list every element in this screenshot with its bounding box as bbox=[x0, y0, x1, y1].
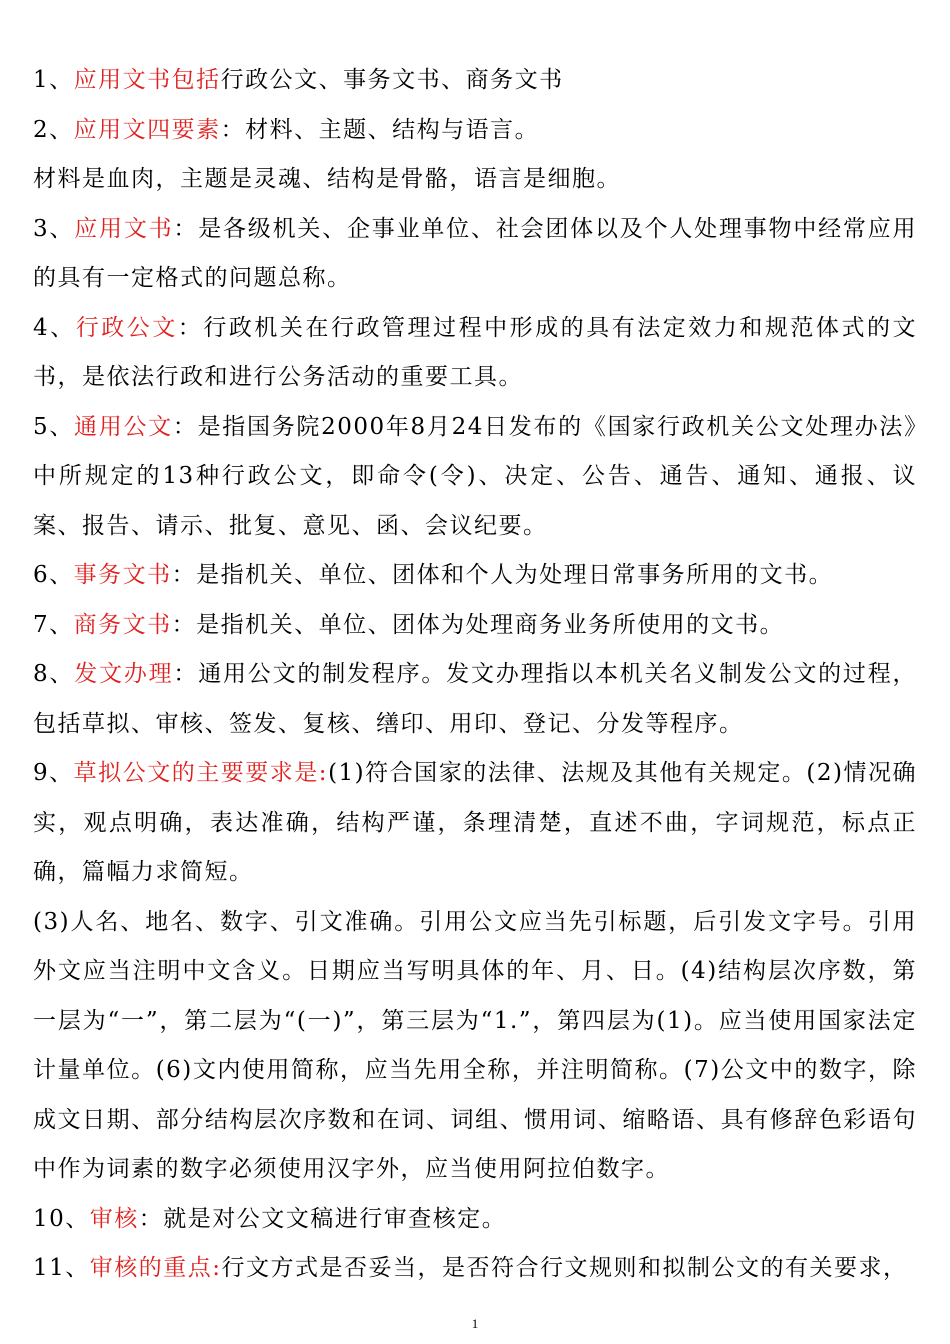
item-number: 9、 bbox=[33, 760, 74, 786]
item-number: 6、 bbox=[33, 562, 74, 588]
paragraph-1 bbox=[33, 56, 917, 106]
paragraph-2-note bbox=[33, 155, 917, 205]
paragraph-text: ：是各级机关、企事业单位、社会团体以及个人处理事物中经常应用的具有一定格式的问题总称。 bbox=[33, 215, 918, 291]
paragraph-9-continued bbox=[33, 898, 917, 1195]
term-highlight: 草拟公文的主要要求是: bbox=[73, 760, 329, 786]
item-number: 7、 bbox=[33, 611, 74, 638]
paragraph-8 bbox=[33, 650, 917, 749]
item-number: 2、 bbox=[33, 116, 74, 143]
item-number: 8、 bbox=[33, 661, 75, 687]
paragraph-2 bbox=[33, 106, 917, 156]
paragraph-text: ：是指机关、单位、团体和个人为处理日常事务所用的文书。 bbox=[171, 562, 834, 588]
paragraph-9 bbox=[33, 749, 917, 898]
item-number: 11、 bbox=[33, 1255, 90, 1281]
term-highlight: 商务文书 bbox=[73, 611, 172, 638]
paragraph-text: 材料是血肉，主题是灵魂、结构是骨骼，语言是细胞。 bbox=[33, 166, 621, 192]
term-highlight: 应用文书包括 bbox=[73, 67, 221, 93]
item-number: 5、 bbox=[33, 413, 75, 440]
paragraph-text: 行文方式是否妥当，是否符合行文规则和拟制公文的有关要求， bbox=[221, 1255, 908, 1281]
term-highlight: 发文办理 bbox=[74, 661, 174, 687]
paragraph-3 bbox=[33, 205, 917, 304]
paragraph-10 bbox=[33, 1195, 917, 1245]
item-number: 1、 bbox=[33, 67, 74, 93]
paragraph-11 bbox=[33, 1244, 917, 1294]
paragraph-7 bbox=[33, 601, 917, 651]
paragraph-text: ：材料、主题、结构与语言。 bbox=[220, 116, 540, 143]
item-number: 3、 bbox=[33, 215, 75, 242]
term-highlight: 审核的重点: bbox=[89, 1255, 222, 1281]
paragraph-text: ：就是对公文文稿进行审查核定。 bbox=[138, 1205, 507, 1232]
term-highlight: 行政公文 bbox=[75, 314, 178, 341]
paragraph-text: 行政公文、事务文书、商务文书 bbox=[220, 67, 564, 93]
term-highlight: 审核 bbox=[89, 1205, 139, 1232]
paragraph-text: ：行政机关在行政管理过程中形成的具有法定效力和规范体式的文书，是依法行政和进行公务活动的重要工具。 bbox=[33, 314, 918, 390]
paragraph-text: ：通用公文的制发程序。发文办理指以本机关名义制发公文的过程，包括草拟、审核、签发、复核、缮印、用印、登记、分发等程序。 bbox=[33, 661, 918, 737]
paragraph-text: (3)人名、地名、数字、引文准确。引用公文应当先引标题，后引发文字号。引用外文应当注明中文含义。日期应当写明具体的年、月、日。(4)结构层次序数，第一层为“一”，第二层为“(一)”，第三层为“1.”，第四层为(1)。应当使用国家法定计量单位。(6)文内使用简称，应当先用全称，并注明简称。(7)公文中的数字，除成文日期、部分结构层次序数和在词、词组、惯用词、缩略语、具有修辞色彩语句中作为词素的数字必须使用汉字外，应当使用阿拉伯数字。 bbox=[33, 908, 917, 1182]
term-highlight: 事务文书 bbox=[73, 562, 172, 588]
paragraph-text: ：是指国务院2000年8月24日发布的《国家行政机关公文处理办法》中所规定的13种行政公文，即命令(令)、决定、公告、通告、通知、通报、议案、报告、请示、批复、意见、函、会议纪要。 bbox=[33, 413, 918, 539]
document-body bbox=[33, 56, 917, 1294]
paragraph-6 bbox=[33, 551, 917, 601]
term-highlight: 应用文书 bbox=[74, 215, 174, 242]
paragraph-text: (1)符合国家的法律、法规及其他有关规定。(2)情况确实，观点明确，表达准确，结构严谨，条理清楚，直述不曲，字词规范，标点正确，篇幅力求简短。 bbox=[33, 760, 918, 885]
page-number: 1 bbox=[471, 1316, 479, 1331]
item-number: 4、 bbox=[33, 314, 76, 341]
term-highlight: 通用公文 bbox=[74, 413, 173, 440]
item-number: 10、 bbox=[33, 1205, 90, 1232]
paragraph-text: ：是指机关、单位、团体为处理商务业务所使用的文书。 bbox=[171, 611, 785, 638]
paragraph-5 bbox=[33, 403, 917, 552]
term-highlight: 应用文四要素 bbox=[73, 116, 221, 143]
paragraph-4 bbox=[33, 304, 917, 403]
